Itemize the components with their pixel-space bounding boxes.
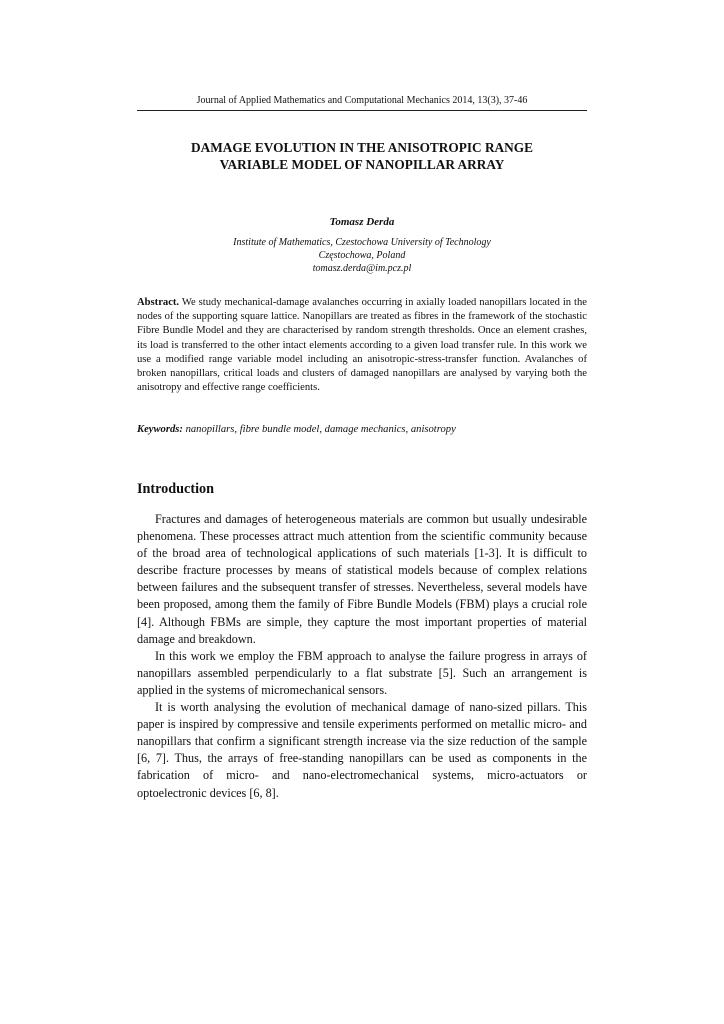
header-rule [137,110,587,111]
author-name: Tomasz Derda [329,216,395,228]
affiliation-institution: Institute of Mathematics, Czestochowa University of Technology [233,237,491,248]
abstract-label: Abstract. [137,297,180,308]
author-email: tomasz.derda@im.pcz.pl [312,263,412,274]
abstract [137,296,587,395]
paper-title [137,139,587,173]
paragraph: It is worth analysing the evolution of mechanical damage of nano-sized pillars. This paper is inspired by compressive and tensile experiments performed on metallic micro- and nanopillars that confirm a significant strength increase via the size reduction of the sample [6, 7]. Thus, the arrays of free-standing nanopillars can be used as components in the fabrication of micro- and nano-electromechanical systems, micro-actuators or optoelectronic devices [6, 8]. [137,700,587,800]
author-affiliation [137,236,587,275]
keywords [137,423,587,437]
running-header: Journal of Applied Mathematics and Computational Mechanics 2014, 13(3), 37-46 [196,95,528,106]
keywords-text: nanopillars, fibre bundle model, damage mechanics, anisotropy [185,424,456,435]
paragraph: Fractures and damages of heterogeneous materials are common but usually undesirable phenomena. These processes attract much attention from the scientific community because of the broad area of technological applications of such materials [1-3]. It is difficult to describe fracture processes by means of statistical models because of complex relations between failures and the subsequent transfer of stresses. Nevertheless, several models have been proposed, among them the family of Fibre Bundle Models (FBM) plays a crucial role [4]. Although FBMs are simple, they capture the most important properties of material damage and breakdown. [137,512,587,646]
paragraph: In this work we employ the FBM approach to analyse the failure progress in arrays of nanopillars assembled perpendicularly to a flat substrate [5]. Such an arrangement is applied in the systems of micromechanical sensors. [137,648,587,697]
introduction-body [137,511,587,802]
keywords-label: Keywords: [137,424,183,435]
abstract-text: We study mechanical-damage avalanches occurring in axially loaded nanopillars located in the nodes of the supporting square lattice. Nanopillars are treated as fibres in the framework of the stochastic Fibre Bundle Model and they are characterised by random strength thresholds. Once an element crashes, its load is transferred to the other intact elements according to a given load transfer rule. In this work we use a modified range variable model including an anisotropic-stress-transfer function. Avalanches of broken nanopillars, critical loads and clusters of damaged nanopillars are analysed by varying both the anisotropy and effective range coefficients. [137,297,587,394]
paper-title-line-1: DAMAGE EVOLUTION IN THE ANISOTROPIC RANGE [191,140,533,155]
paper-page [137,0,587,1024]
section-heading-introduction: Introduction [137,481,214,497]
affiliation-location: Częstochowa, Poland [318,250,406,261]
paper-title-line-2: VARIABLE MODEL OF NANOPILLAR ARRAY [219,157,505,172]
